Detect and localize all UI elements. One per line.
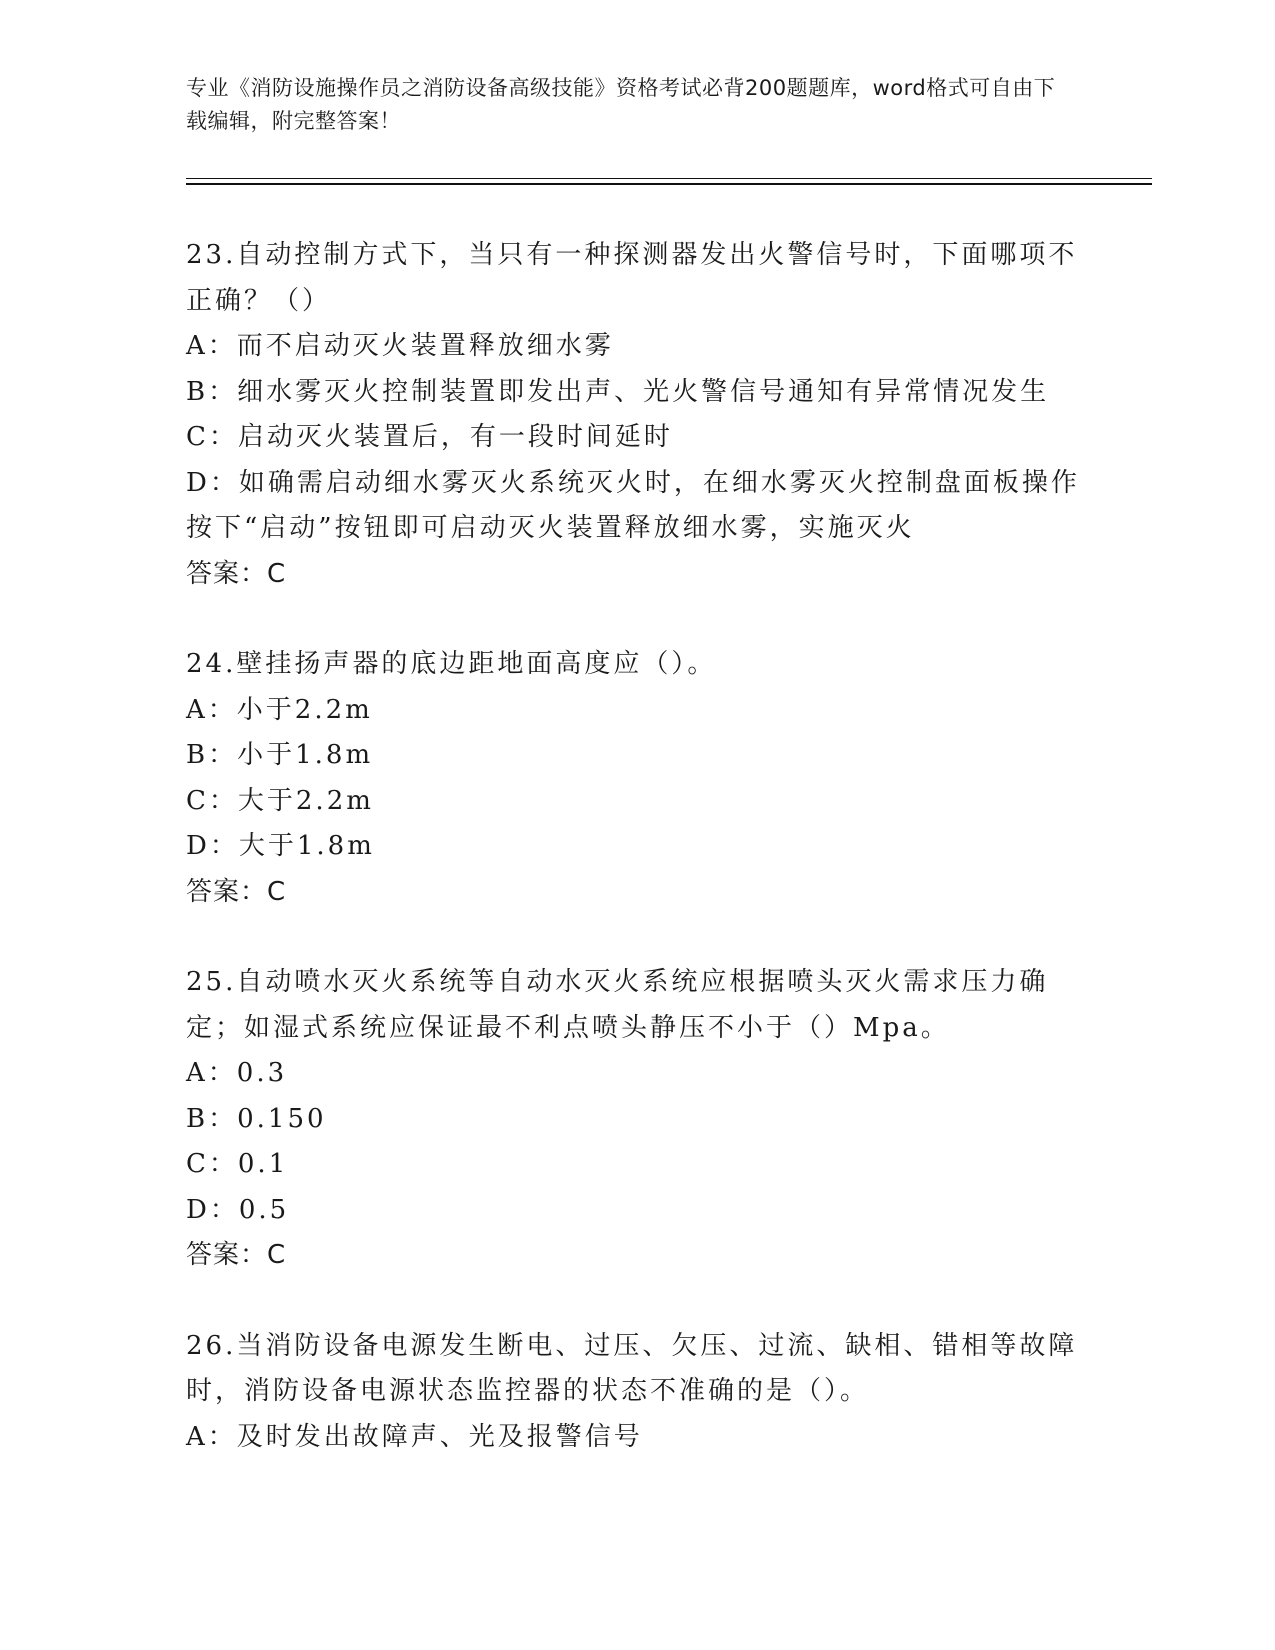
answer-line: 答案：C [186,558,287,589]
question-stem: 26.当消防设备电源发生断电、过压、欠压、过流、缺相、错相等故障时，消防设备电源状态监控器的状态不准确的是（）。 [186,1330,1078,1406]
question-23 [186,233,1086,597]
question-stem: 25.自动喷水灭火系统等自动水灭火系统应根据喷头灭火需求压力确定；如湿式系统应保证最不利点喷头静压不小于（）Mpa。 [186,967,1049,1043]
option-d: D：如确需启动细水雾灭火系统灭火时，在细水雾灭火控制盘面板操作按下“启动”按钮即可启动灭火装置释放细水雾，实施灭火 [186,467,1080,543]
option-b: B：0.150 [186,1103,327,1134]
option-a: A：0.3 [186,1058,288,1088]
option-b: B：细水雾灭火控制装置即发出声、光火警信号通知有异常情况发生 [186,376,1050,407]
option-c: C：启动灭火装置后，有一段时间延时 [186,422,673,452]
question-26 [186,1324,1086,1461]
question-24 [186,642,1086,915]
question-stem: 24.壁挂扬声器的底边距地面高度应（）。 [186,649,717,679]
header-divider-thin [186,178,1152,179]
document-header: 专业《消防设施操作员之消防设备高级技能》资格考试必背200题题库，word格式可自由下载编辑，附完整答案！ [186,76,1056,133]
question-25 [186,960,1086,1279]
option-a: A：小于2.2m [186,694,373,725]
option-c: C：大于2.2m [186,785,374,816]
option-d: D：大于1.8m [186,831,375,861]
question-stem: 23.自动控制方式下，当只有一种探测器发出火警信号时，下面哪项不正确？（） [186,240,1078,316]
option-d: D：0.5 [186,1194,290,1225]
option-a: A：而不启动灭火装置释放细水雾 [186,331,614,361]
option-b: B：小于1.8m [186,740,374,770]
option-a: A：及时发出故障声、光及报警信号 [186,1421,643,1452]
question-list [186,233,1086,1505]
answer-line: 答案：C [186,1240,287,1270]
option-c: C：0.1 [186,1149,289,1179]
header-divider-thick [186,183,1152,185]
answer-line: 答案：C [186,876,287,907]
